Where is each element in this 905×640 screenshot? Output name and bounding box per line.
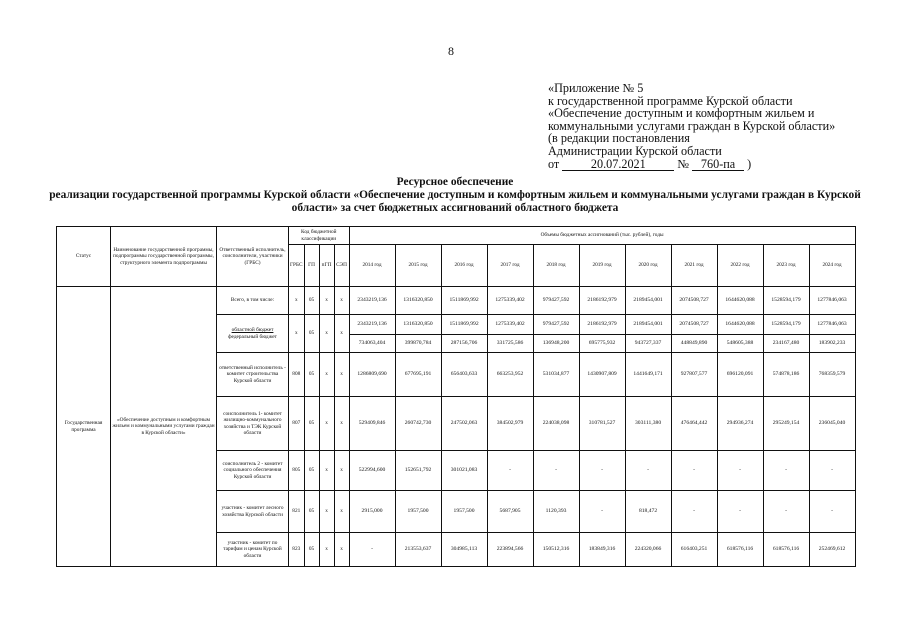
value-cell: 529409,846 xyxy=(349,397,395,451)
code-pgp: х xyxy=(319,451,334,491)
status-cell: Государственная программа xyxy=(57,287,111,567)
value-cell: 213553,637 xyxy=(395,533,441,567)
value-cell: 2074508,727 xyxy=(671,315,717,335)
value-cell: 294936,274 xyxy=(717,397,763,451)
value-cell: 1441649,171 xyxy=(625,353,671,397)
code-sep: х xyxy=(334,397,349,451)
value-cell: 574878,186 xyxy=(763,353,809,397)
page-number: 8 xyxy=(448,44,454,58)
value-cell: 979427,592 xyxy=(533,287,579,315)
value-cell: 548605,388 xyxy=(717,335,763,353)
date-prefix: от xyxy=(548,156,560,171)
value-cell: - xyxy=(625,451,671,491)
code-sep: х xyxy=(334,491,349,533)
value-cell: 522994,600 xyxy=(349,451,395,491)
value-cell: 2189454,001 xyxy=(625,287,671,315)
value-cell: 2186192,979 xyxy=(579,287,625,315)
header-status: Статус xyxy=(57,227,111,287)
appendix-header xyxy=(548,82,835,171)
value-cell: 663253,952 xyxy=(487,353,533,397)
row-label-text: федеральный бюджет xyxy=(228,333,277,340)
row-label: соисполнитель 1- комитет жилищно-коммунального хозяйства и ТЭК Курской области xyxy=(217,397,289,451)
code-gp: 05 xyxy=(304,533,319,567)
header-year: 2019 год xyxy=(579,245,625,287)
value-cell: 927807,577 xyxy=(671,353,717,397)
value-cell: 295249,154 xyxy=(763,397,809,451)
code-sep: х xyxy=(334,287,349,315)
value-cell: - xyxy=(763,491,809,533)
value-cell: 1277846,063 xyxy=(809,287,855,315)
value-cell: 1277846,063 xyxy=(809,315,855,335)
value-cell: 768359,579 xyxy=(809,353,855,397)
value-cell: 331725,586 xyxy=(487,335,533,353)
value-cell: 384502,979 xyxy=(487,397,533,451)
document-title xyxy=(40,176,870,215)
value-cell: 1511869,992 xyxy=(441,287,487,315)
value-cell: 1430907,809 xyxy=(579,353,625,397)
code-pgp: х xyxy=(319,353,334,397)
value-cell: 2343219,136 xyxy=(349,287,395,315)
code-gp: 05 xyxy=(304,287,319,315)
header-executor: Ответственный исполнитель, соисполнители, участники (ГРБС) xyxy=(217,227,289,287)
header-gp: ГП xyxy=(304,245,319,287)
value-cell: 979427,592 xyxy=(533,315,579,335)
value-cell: 1511869,992 xyxy=(441,315,487,335)
value-cell: 2915,000 xyxy=(349,491,395,533)
header-budget-code: Код бюджетной классификации xyxy=(289,227,350,245)
resource-table xyxy=(56,226,856,567)
header-year: 2020 год xyxy=(625,245,671,287)
value-cell: 252469,612 xyxy=(809,533,855,567)
row-label: участник - комитет по тарифам и ценам Курской области xyxy=(217,533,289,567)
code-gp: 05 xyxy=(304,451,319,491)
value-cell: 1644620,088 xyxy=(717,315,763,335)
decree-number: 760-па xyxy=(692,159,744,171)
appendix-line: (в редакции постановления xyxy=(548,131,690,146)
appendix-line: коммунальными услугами граждан в Курской области» xyxy=(548,118,836,133)
code-grbs: 821 xyxy=(289,491,305,533)
program-name-cell: «Обеспечение доступным и комфортным жильем и коммунальными услугами граждан в Курской области» xyxy=(111,287,217,567)
value-cell: 301021,083 xyxy=(441,451,487,491)
value-cell: 2186192,979 xyxy=(579,315,625,335)
row-label xyxy=(217,315,289,353)
appendix-line: к государственной программе Курской области xyxy=(548,93,793,108)
header-year: 2018 год xyxy=(533,245,579,287)
row-label: участник - комитет лесного хозяйства Курской области xyxy=(217,491,289,533)
value-cell: 616403,251 xyxy=(671,533,717,567)
value-cell: 1957,500 xyxy=(441,491,487,533)
value-cell: 234167,480 xyxy=(763,335,809,353)
value-cell: 224038,098 xyxy=(533,397,579,451)
value-cell: 2074508,727 xyxy=(671,287,717,315)
value-cell: 2343219,136 xyxy=(349,315,395,335)
header-year: 2015 год xyxy=(395,245,441,287)
value-cell: - xyxy=(809,491,855,533)
code-grbs: х xyxy=(289,315,305,353)
header-year: 2023 год xyxy=(763,245,809,287)
appendix-date-line xyxy=(548,158,835,171)
value-cell: 476464,442 xyxy=(671,397,717,451)
code-grbs: 823 xyxy=(289,533,305,567)
value-cell: 531034,877 xyxy=(533,353,579,397)
value-cell: - xyxy=(533,451,579,491)
table-row xyxy=(57,287,856,315)
row-label: ответственный исполнитель - комитет строительства Курской области xyxy=(217,353,289,397)
appendix-line: Администрации Курской области xyxy=(548,143,722,158)
value-cell: 677695,191 xyxy=(395,353,441,397)
code-pgp: х xyxy=(319,287,334,315)
value-cell: 287156,706 xyxy=(441,335,487,353)
value-cell: 1528594,179 xyxy=(763,287,809,315)
value-cell: 1957,500 xyxy=(395,491,441,533)
value-cell: 1316320,850 xyxy=(395,315,441,335)
value-cell: 136948,200 xyxy=(533,335,579,353)
title-line: Ресурсное обеспечение xyxy=(396,176,514,188)
appendix-line: «Обеспечение доступным и комфортным жильем и xyxy=(548,106,815,121)
code-grbs: 807 xyxy=(289,397,305,451)
value-cell: 152651,792 xyxy=(395,451,441,491)
header-pgp: пГП xyxy=(319,245,334,287)
value-cell: - xyxy=(349,533,395,567)
value-cell: 2189454,001 xyxy=(625,315,671,335)
value-cell: - xyxy=(717,491,763,533)
value-cell: 236045,040 xyxy=(809,397,855,451)
value-cell: 260742,730 xyxy=(395,397,441,451)
code-sep: х xyxy=(334,533,349,567)
header-year: 2016 год xyxy=(441,245,487,287)
value-cell: 223894,566 xyxy=(487,533,533,567)
value-cell: 304985,113 xyxy=(441,533,487,567)
header-year: 2017 год xyxy=(487,245,533,287)
value-cell: 224320,066 xyxy=(625,533,671,567)
value-cell: 1644620,088 xyxy=(717,287,763,315)
value-cell: 1275339,402 xyxy=(487,315,533,335)
value-cell: 618576,116 xyxy=(763,533,809,567)
code-grbs: 805 xyxy=(289,451,305,491)
value-cell: 1528594,179 xyxy=(763,315,809,335)
row-label-text: областной бюджет xyxy=(231,327,274,334)
number-prefix: № xyxy=(677,156,689,171)
appendix-line: «Приложение № 5 xyxy=(548,81,644,95)
value-cell: - xyxy=(717,451,763,491)
value-cell: - xyxy=(579,451,625,491)
code-pgp: х xyxy=(319,397,334,451)
value-cell: - xyxy=(671,491,717,533)
close-paren: ) xyxy=(747,156,752,171)
value-cell: 1120,393 xyxy=(533,491,579,533)
value-cell: - xyxy=(809,451,855,491)
value-cell: 943727,337 xyxy=(625,335,671,353)
header-volumes: Объемы бюджетных ассигнований (тыс. рублей), годы xyxy=(349,227,855,245)
header-year: 2014 год xyxy=(349,245,395,287)
value-cell: 5687,905 xyxy=(487,491,533,533)
value-cell: 1316320,850 xyxy=(395,287,441,315)
header-name: Наименование государственной программы, подпрограммы государственной программы, структурного элемента подпрограммы xyxy=(111,227,217,287)
header-grbs: ГРБС xyxy=(289,245,305,287)
value-cell: - xyxy=(671,451,717,491)
header-year: 2021 год xyxy=(671,245,717,287)
value-cell: 695775,932 xyxy=(579,335,625,353)
header-year: 2024 год xyxy=(809,245,855,287)
row-label: Всего, в том числе: xyxy=(217,287,289,315)
value-cell: 183902,233 xyxy=(809,335,855,353)
header-sep: СЭП xyxy=(334,245,349,287)
title-line: области» за счет бюджетных ассигнований областного бюджета xyxy=(291,202,619,214)
value-cell: 734063,404 xyxy=(349,335,395,353)
decree-date: 20.07.2021 xyxy=(562,159,674,171)
title-line: реализации государственной программы Курской области «Обеспечение доступным и комфортным жильем и коммунальными услугами граждан в Курской xyxy=(49,189,861,201)
code-gp: 05 xyxy=(304,397,319,451)
value-cell: 818,472 xyxy=(625,491,671,533)
code-pgp: х xyxy=(319,315,334,353)
value-cell: - xyxy=(487,451,533,491)
value-cell: 618576,116 xyxy=(717,533,763,567)
row-label: соисполнитель 2 - комитет социального обеспечения Курской области xyxy=(217,451,289,491)
code-gp: 05 xyxy=(304,491,319,533)
value-cell: 150512,316 xyxy=(533,533,579,567)
code-pgp: х xyxy=(319,533,334,567)
code-sep: х xyxy=(334,451,349,491)
code-pgp: х xyxy=(319,491,334,533)
code-gp: 05 xyxy=(304,315,319,353)
code-grbs: 808 xyxy=(289,353,305,397)
code-gp: 05 xyxy=(304,353,319,397)
value-cell: 310781,527 xyxy=(579,397,625,451)
value-cell: 656403,633 xyxy=(441,353,487,397)
code-grbs: х xyxy=(289,287,305,315)
value-cell: 696120,091 xyxy=(717,353,763,397)
value-cell: 1286809,690 xyxy=(349,353,395,397)
value-cell: - xyxy=(763,451,809,491)
header-year: 2022 год xyxy=(717,245,763,287)
value-cell: 247502,063 xyxy=(441,397,487,451)
value-cell: 399870,784 xyxy=(395,335,441,353)
value-cell: 1275339,402 xyxy=(487,287,533,315)
code-sep: х xyxy=(334,315,349,353)
value-cell: - xyxy=(579,491,625,533)
value-cell: 183849,316 xyxy=(579,533,625,567)
value-cell: 448849,890 xyxy=(671,335,717,353)
value-cell: 303111,380 xyxy=(625,397,671,451)
code-sep: х xyxy=(334,353,349,397)
